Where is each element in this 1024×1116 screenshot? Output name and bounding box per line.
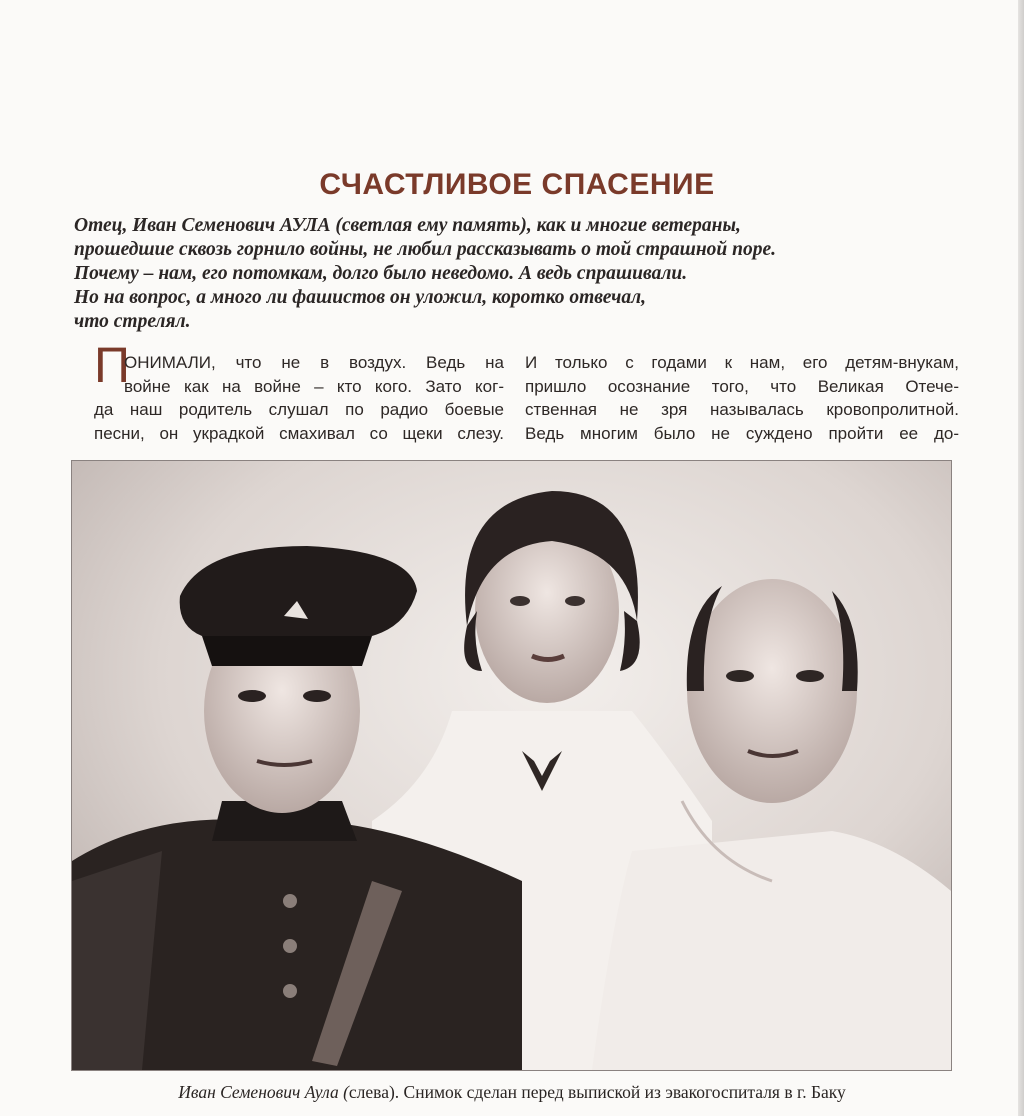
caption-note: слева bbox=[348, 1082, 389, 1102]
column-line: ОНИМАЛИ, что не в воздух. Ведь на bbox=[124, 353, 504, 372]
column-line: ственная не зря называлась кровопролитной. bbox=[525, 400, 959, 419]
lead-line: Почему – нам, его потомкам, долго было неведомо. А ведь спрашивали. bbox=[74, 263, 688, 284]
caption-rest: ). Снимок сделан перед выпиской из эвакогоспиталя в г. Баку bbox=[388, 1082, 846, 1102]
lead-line: что стрелял. bbox=[74, 311, 191, 332]
drop-cap: П bbox=[94, 337, 130, 393]
photo-caption bbox=[0, 1082, 1024, 1103]
column-line: Ведь многим было не суждено пройти ее до- bbox=[525, 423, 959, 443]
column-line: да наш родитель слушал по радио боевые bbox=[94, 400, 504, 419]
photo-illustration bbox=[72, 461, 951, 1070]
archival-photo bbox=[71, 460, 952, 1071]
caption-name: Иван Семенович Аула ( bbox=[178, 1082, 349, 1102]
lead-line: Но на вопрос, а много ли фашистов он уложил, коротко отвечал, bbox=[74, 287, 647, 308]
text-column-left bbox=[94, 351, 504, 445]
lead-line: Отец, Иван Семенович АУЛА (светлая ему память), как и многие ветераны, bbox=[74, 215, 741, 236]
column-line: пришло осознание того, что Великая Отече- bbox=[525, 376, 959, 396]
column-line: войне как на войне – кто кого. Зато ког- bbox=[124, 376, 504, 396]
column-line: песни, он украдкой смахивал со щеки слезу. bbox=[94, 423, 504, 443]
article-title: СЧАСТЛИВОЕ СПАСЕНИЕ bbox=[319, 168, 715, 201]
article-lead bbox=[74, 214, 954, 334]
lead-line: прошедшие сквозь горнило войны, не любил рассказывать о той страшной поре. bbox=[74, 239, 777, 260]
text-column-right bbox=[525, 351, 959, 445]
column-line: И только с годами к нам, его детям-внукам, bbox=[525, 353, 959, 372]
